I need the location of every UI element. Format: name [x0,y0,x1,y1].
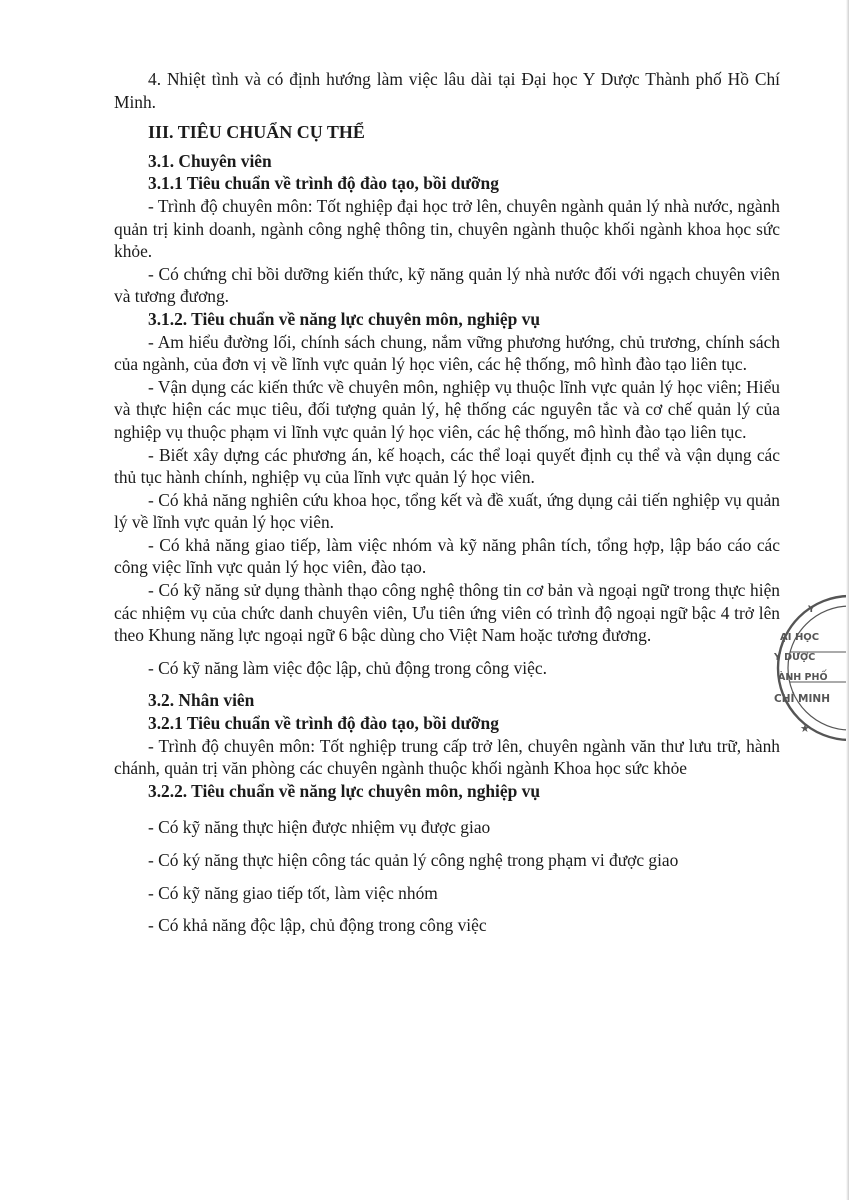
document-page [114,68,780,937]
seal-inner-ring [788,606,849,730]
heading-3-1: 3.1. Chuyên viên [148,150,272,171]
university-seal [770,592,849,744]
heading-3-1-1: 3.1.1 Tiêu chuẩn về trình độ đào tạo, bồi dưỡng [148,173,499,194]
seal-star-icon: ★ [800,722,810,735]
seal-text-line5: CHÍ MINH [774,693,830,705]
paragraph-commitment: 4. Nhiệt tình và có định hướng làm việc lâu dài tại Đại học Y Dược Thành phố Hồ Chí Minh. [114,69,780,112]
section-title: III. TIÊU CHUẨN CỤ THỂ [148,122,365,143]
paragraph-3-1-2-a: - Am hiểu đường lối, chính sách chung, nắm vững phương hướng, chủ trương, chính sách của ngành, của đơn vị về lĩnh vực quản lý học viên, các hệ thống, mô hình đào tạo liên tục. [114,331,780,375]
paragraph-3-1-1-a: - Trình độ chuyên môn: Tốt nghiệp đại học trở lên, chuyên ngành quản lý nhà nước, ngành quản trị kinh doanh, ngành công nghệ thông tin, chuyên ngành thuộc khối ngành khoa học sức khỏe. [114,195,780,262]
heading-3-1-2: 3.1.2. Tiêu chuẩn về năng lực chuyên môn, nghiệp vụ [148,308,540,329]
seal-text-line4: ÀNH PHỐ [778,672,828,683]
heading-3-2: 3.2. Nhân viên [148,690,255,711]
paragraph-3-1-2-g: - Có kỹ năng làm việc độc lập, chủ động trong công việc. [148,657,547,678]
paragraph-3-1-2-d: - Có khả năng nghiên cứu khoa học, tổng kết và đề xuất, ứng dụng cải tiến nghiệp vụ quản lý về lĩnh vực quản lý học viên. [114,489,780,533]
paragraph-3-1-2-f: - Có kỹ năng sử dụng thành thạo công nghệ thông tin cơ bản và ngoại ngữ trong thực hiện các nhiệm vụ của chức danh chuyên viên, Ưu tiên ứng viên có trình độ ngoại ngữ bậc 4 trở lên theo Khung năng lực ngoại ngữ 6 bậc dùng cho Việt Nam hoặc tương đương. [114,580,780,646]
paragraph-3-2-1-a: - Trình độ chuyên môn: Tốt nghiệp trung cấp trở lên, chuyên ngành văn thư lưu trữ, hành chánh, quản trị văn phòng các chuyên ngành thuộc khối ngành Khoa học sức khỏe [114,735,780,779]
seal-text-line3: Y DƯỢC [774,652,816,663]
paragraph-3-2-2-d: - Có khả năng độc lập, chủ động trong công việc [148,915,487,936]
paragraph-3-1-2-c: - Biết xây dựng các phương án, kế hoạch, các thể loại quyết định cụ thể và vận dụng các thủ tục hành chính, nghiệp vụ của lĩnh vực quản lý học viên. [114,444,780,488]
paragraph-3-1-1-b: - Có chứng chỉ bồi dưỡng kiến thức, kỹ năng quản lý nhà nước đối với ngạch chuyên viên và tương đương. [114,263,780,307]
heading-3-2-1: 3.2.1 Tiêu chuẩn về trình độ đào tạo, bồi dưỡng [148,713,499,734]
paragraph-3-1-2-e: - Có khả năng giao tiếp, làm việc nhóm và kỹ năng phân tích, tổng hợp, lập báo cáo các công việc lĩnh vực quản lý học viên, đào tạo. [114,534,780,578]
seal-stamp-graphic [770,592,849,744]
seal-text-top: Y [808,605,815,615]
paragraph-3-2-2-b: - Có ký năng thực hiện công tác quản lý công nghệ trong phạm vi được giao [148,850,679,870]
heading-3-2-2: 3.2.2. Tiêu chuẩn về năng lực chuyên môn, nghiệp vụ [148,780,540,801]
paragraph-3-2-2-a: - Có kỹ năng thực hiện được nhiệm vụ được giao [148,817,491,838]
paragraph-3-1-2-b: - Vận dụng các kiến thức về chuyên môn, nghiệp vụ thuộc lĩnh vực quản lý học viên; Hiểu và thực hiện các mục tiêu, đối tượng quản lý, hệ thống các nguyên tắc và cơ chế quản lý của nghiệp vụ thuộc phạm vi lĩnh vực quản lý học viên, các hệ thống, mô hình đào tạo liên tục. [114,376,780,442]
paragraph-3-2-2-c: - Có kỹ năng giao tiếp tốt, làm việc nhóm [148,882,438,903]
seal-text-line2: ẠI HỌC [780,632,820,643]
